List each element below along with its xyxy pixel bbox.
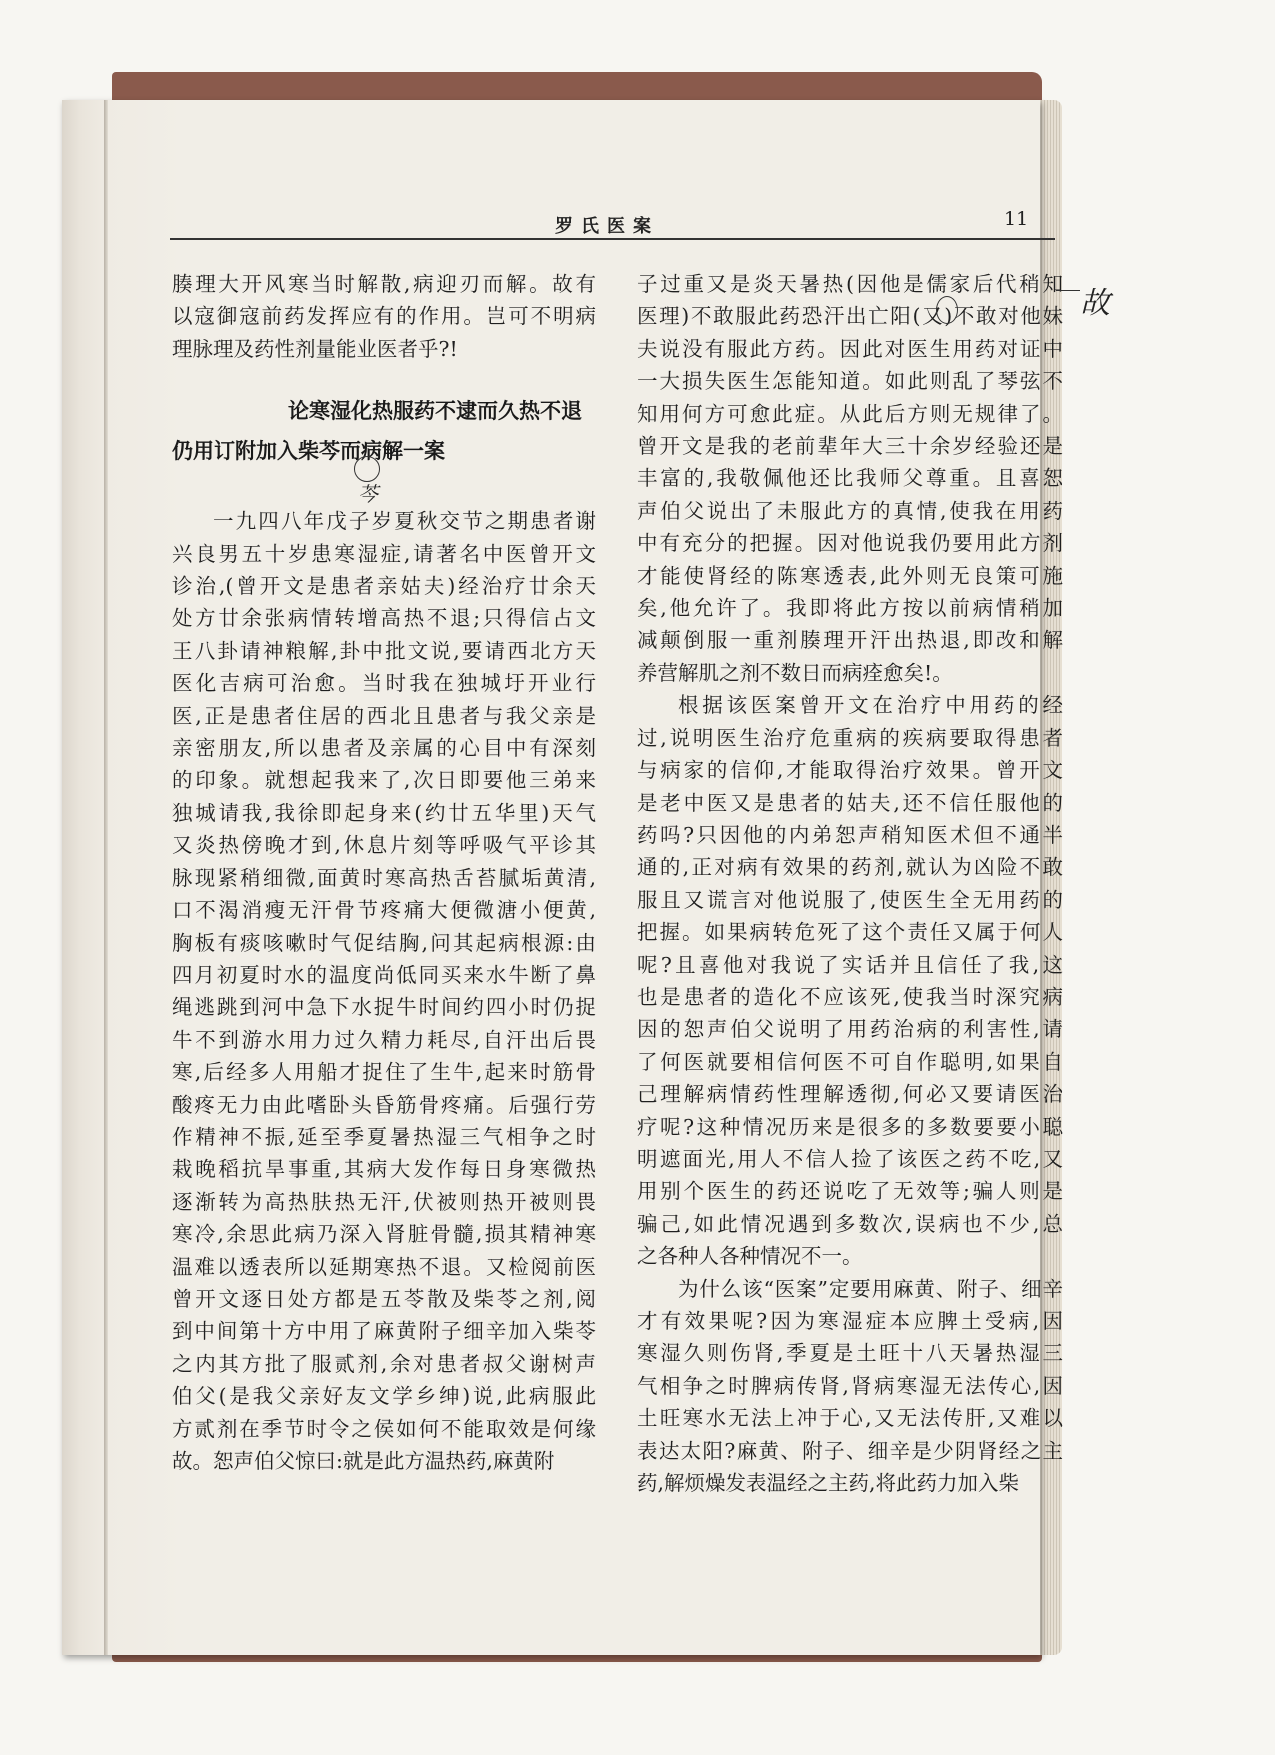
text-line: 酸疼无力由此嗜卧头昏筋骨疼痛。后强行劳 (172, 1092, 596, 1117)
text-line: 又炎热傍晚才到,休息片刻等呼吸气平诊其 (172, 833, 596, 858)
text-line: 为什么该“医案”定要用麻黄、附子、细辛 (678, 1276, 1063, 1301)
text-line: 胸板有痰咳嗽时气促结胸,问其起病根源:由 (172, 930, 596, 955)
text-line: 是老中医又是患者的姑夫,还不信任服他的 (637, 790, 1063, 815)
article-heading-line-2: 仍用订附加入柴芩而病解一案 (172, 439, 445, 464)
text-line: 脉现紧稍细微,面黄时寒高热舌苔腻垢黄清, (172, 865, 596, 890)
header-rule (170, 238, 1055, 240)
text-line: 故。恕声伯父惊曰:就是此方温热药,麻黄附 (172, 1449, 555, 1473)
page-number: 11 (1004, 208, 1029, 230)
intro-paragraph (172, 268, 596, 365)
text-line: 方贰剂在季节时令之侯如何不能取效是何缘 (172, 1416, 596, 1441)
text-line: 温难以透表所以延期寒热不退。又检阅前医 (172, 1254, 596, 1279)
text-line: 逐渐转为高热肤热无汗,伏被则热开被则畏 (172, 1189, 596, 1214)
paragraph-analysis (637, 689, 1063, 1272)
handwritten-margin-note: 故 (1080, 286, 1110, 321)
text-line: 表达太阳?麻黄、附子、细辛是少阴肾经之主 (637, 1438, 1063, 1463)
text-line: 中有充分的把握。因对他说我仍要用此方剂 (637, 531, 1063, 556)
text-line: 丰富的,我敬佩他还比我师父尊重。且喜恕 (637, 466, 1063, 491)
text-line: 也是患者的造化不应该死,使我当时深究病 (637, 984, 1063, 1009)
text-line: 夫说没有服此方药。因此对医生用药对证中 (637, 336, 1063, 361)
text-line: 根据该医案曾开文在治疗中用药的经 (678, 693, 1063, 718)
text-line: 口不渴消瘦无汗骨节疼痛大便微溏小便黄, (172, 898, 596, 923)
text-line: 药,解烦燥发表温经之主药,将此药力加入柴 (637, 1471, 1020, 1496)
text-line: 腠理大开风寒当时解散,病迎刃而解。故有 (172, 272, 596, 296)
text-line: 与病家的信仰,才能取得治疗效果。曾开文 (637, 758, 1063, 783)
text-line: 兴良男五十岁患寒湿症,请著名中医曾开文 (172, 541, 596, 566)
text-line: 矣,他允许了。我即将此方按以前病情稍加 (637, 596, 1063, 621)
text-line: 己理解病情药性理解透彻,何必又要请医治 (637, 1082, 1063, 1107)
text-line: 子过重又是炎天暑热(因他是儒家后代稍知 (637, 272, 1063, 296)
text-line: 一大损失医生怎能知道。如此则乱了琴弦不 (637, 369, 1063, 394)
text-line: 曾开文逐日处方都是五苓散及柴苓之剂,阅 (172, 1286, 596, 1311)
text-line: 减颠倒服一重剂腠理开汗出热退,即改和解 (637, 628, 1063, 653)
text-line: 作精神不振,延至季夏暑热湿三气相争之时 (172, 1124, 596, 1149)
text-line: 王八卦请神粮解,卦中批文说,要请西北方天 (172, 638, 596, 663)
left-column (172, 268, 596, 1477)
text-line: 栽晚稻抗旱事重,其病大发作每日身寒微热 (172, 1157, 596, 1182)
paragraph-explanation (637, 1273, 1063, 1500)
text-line: 寒,后经多人用船才捉住了生牛,起来时筋骨 (172, 1060, 596, 1085)
text-line: 的印象。就想起我来了,次日即要他三弟来 (172, 768, 596, 793)
text-line: 通的,正对病有效果的药剂,就认为凶险不敢 (637, 855, 1063, 880)
running-header-title: 罗氏医案 (555, 216, 659, 237)
binding-gutter (104, 100, 108, 1655)
text-line: 到中间第十方中用了麻黄附子细辛加入柴苓 (172, 1319, 596, 1344)
text-line: 医化吉病可治愈。当时我在独城圩开业行 (172, 671, 596, 696)
text-line: 亲密朋友,所以患者及亲属的心目中有深刻 (172, 736, 596, 761)
right-column (637, 268, 1063, 1499)
text-line: 知用何方可愈此症。从此后方则无规律了。 (637, 401, 1063, 426)
heading-spacer (172, 471, 596, 505)
text-line: 四月初夏时水的温度尚低同买来水牛断了鼻 (172, 962, 596, 987)
text-line: 诊治,(曾开文是患者亲姑夫)经治疗廿余天 (172, 574, 596, 599)
text-line: 曾开文是我的老前辈年大三十余岁经验还是 (637, 434, 1063, 459)
handwritten-circle-mark (936, 296, 958, 324)
text-line: 伯父(是我父亲好友文学乡绅)说,此病服此 (172, 1384, 596, 1409)
text-line: 明遮面光,用人不信人捡了该医之药不吃,又 (637, 1146, 1063, 1171)
text-line: 把握。如果病转危死了这个责任又属于何人 (637, 920, 1063, 945)
text-line: 土旺寒水无法上冲于心,又无法传肝,又难以 (637, 1406, 1063, 1431)
text-line: 骗己,如此情况遇到多数次,误病也不少,总 (637, 1211, 1063, 1236)
text-line: 用别个医生的药还说吃了无效等;骗人则是 (637, 1179, 1063, 1204)
text-line: 过,说明医生治疗危重病的疾病要取得患者 (637, 725, 1063, 750)
text-line: 医理)不敢服此药恐汗出亡阳(又)不敢对他妹 (637, 304, 1063, 329)
text-line: 气相争之时脾病传肾,肾病寒湿无法传心,因 (637, 1373, 1063, 1398)
text-line: 疗呢?这种情况历来是很多的多数要要小聪 (637, 1114, 1063, 1139)
text-line: 理脉理及药性剂量能业医者乎?! (172, 336, 458, 361)
text-line: 寒冷,余思此病乃深入肾脏骨髓,损其精神寒 (172, 1222, 596, 1247)
text-line: 才能使肾经的陈寒透表,此外则无良策可施 (637, 563, 1063, 588)
text-line: 牛不到游水用力过久精力耗尽,自汗出后畏 (172, 1027, 596, 1052)
text-line: 才有效果呢?因为寒湿症本应脾土受病,因 (637, 1309, 1063, 1333)
text-line: 服且又谎言对他说服了,使医生全无用药的 (637, 887, 1063, 912)
case-body-paragraph (172, 505, 596, 1477)
text-line: 药吗?只因他的内弟恕声稍知医术但不通半 (637, 822, 1063, 847)
text-line: 寒湿久则伤肾,季夏是土旺十八天暑热湿三 (637, 1341, 1063, 1366)
text-line: 以寇御寇前药发挥应有的作用。岂可不明病 (172, 304, 596, 329)
text-line: 之各种人各种情况不一。 (637, 1244, 863, 1269)
article-heading-line-1: 论寒湿化热服药不逮而久热不退 (288, 399, 582, 424)
text-line: 呢?且喜他对我说了实话并且信任了我,这 (637, 952, 1063, 977)
text-line: 因的恕声伯父说明了用药治病的利害性,请 (637, 1017, 1063, 1042)
margin-arrow-mark (1056, 290, 1080, 292)
text-line: 绳逃跳到河中急下水捉牛时间约四小时仍捉 (172, 995, 596, 1020)
text-line: 了何医就要相信何医不可自作聪明,如果自 (637, 1049, 1063, 1074)
text-line: 一九四八年戊子岁夏秋交节之期患者谢 (213, 509, 596, 534)
text-line: 处方廿余张病情转增高热不退;只得信占文 (172, 606, 596, 631)
text-line: 医,正是患者住居的西北且患者与我父亲是 (172, 703, 596, 728)
text-line: 养营解肌之剂不数日而病痊愈矣!。 (637, 660, 953, 685)
text-line: 之内其方批了服贰剂,余对患者叔父谢树声 (172, 1351, 596, 1376)
paragraph-continuation (637, 268, 1063, 689)
handwritten-heading-correction: 芩 (358, 482, 378, 506)
text-line: 声伯父说出了未服此方的真情,使我在用药 (637, 498, 1063, 523)
text-line: 独城请我,我徐即起身来(约廿五华里)天气 (172, 800, 596, 825)
